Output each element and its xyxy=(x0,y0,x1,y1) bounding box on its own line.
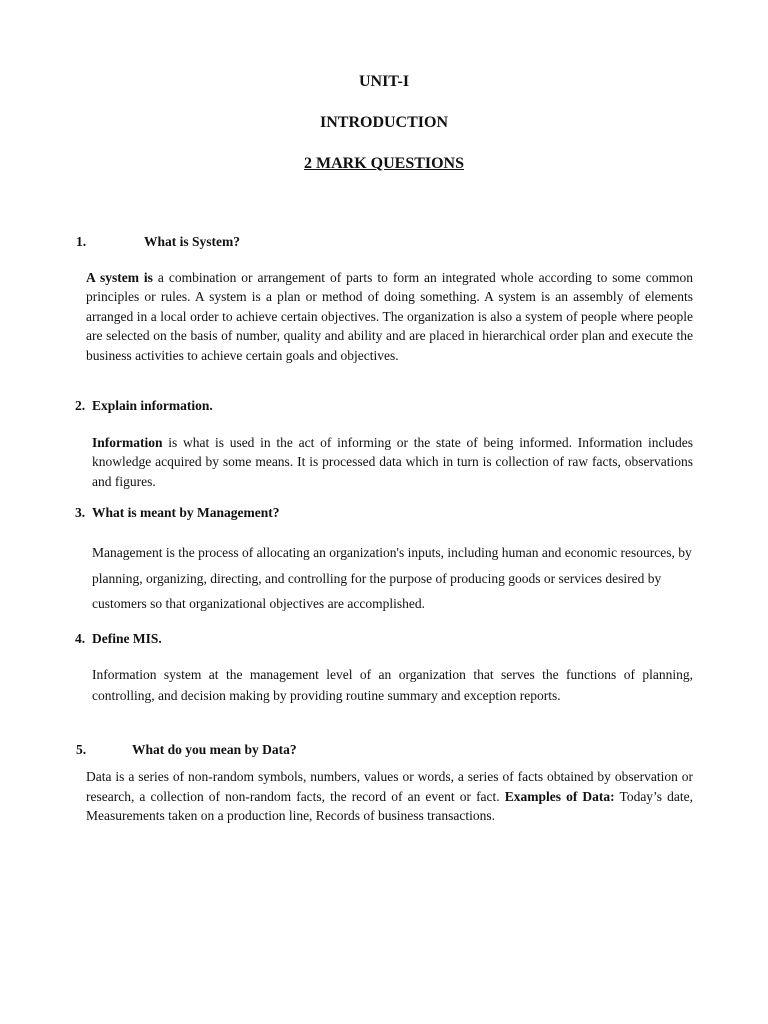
question-2-text: Explain information. xyxy=(92,398,213,413)
question-4-number: 4. xyxy=(75,631,86,646)
question-3-number: 3. xyxy=(75,505,86,520)
answer-2 xyxy=(92,433,693,491)
answer-1-text: a combination or arrangement of parts to form an integrated whole according to some common principles or rules. A system is a plan or method of doing something. A system is an assembly of elements arranged in a local order to achieve certain objectives. The organization is also a system of people where people are selected on the basis of number, quality and ability and are placed in hierarchical order plan and execute the business activities to achieve certain goals and objectives. xyxy=(86,270,693,363)
answer-4: Information system at the management level of an organization that serves the functions of planning, controlling, and decision making by providing routine summary and exception reports. xyxy=(92,667,693,703)
answer-2-lead: Information xyxy=(92,435,163,450)
unit-title: UNIT-I xyxy=(358,73,410,90)
question-1 xyxy=(76,233,240,251)
question-4 xyxy=(75,630,162,648)
question-1-number: 1. xyxy=(76,234,87,249)
section-title: 2 MARK QUESTIONS xyxy=(303,155,465,172)
introduction-title: INTRODUCTION xyxy=(319,114,448,131)
question-3 xyxy=(75,504,280,522)
answer-5 xyxy=(86,767,693,826)
answer-5-tail: Today’s date, Measurements taken on a production line, Records of business transactions. xyxy=(86,788,694,824)
answer-1-lead: A system is xyxy=(86,270,153,285)
answer-1 xyxy=(86,268,693,365)
answer-3: Management is the process of allocating an organization's inputs, including human and economic resources, by planning, organizing, directing, and controlling for the purpose of producing goods or services desired by customers so that organizational objectives are accomplished. xyxy=(92,545,692,611)
answer-5-examples-label: Examples of Data: xyxy=(504,788,615,804)
question-5-text: What do you mean by Data? xyxy=(132,742,297,757)
question-4-text: Define MIS. xyxy=(92,631,162,646)
question-2 xyxy=(75,397,213,415)
question-5 xyxy=(76,741,297,759)
question-1-text: What is System? xyxy=(144,234,241,249)
answer-2-text: is what is used in the act of informing or the state of being informed. Information includes knowledge acquired by some means. It is processed data which in turn is collection of raw facts, observations and figures. xyxy=(92,435,693,489)
question-2-number: 2. xyxy=(75,398,86,413)
question-3-text: What is meant by Management? xyxy=(92,505,280,520)
answer-5-text: Data is a series of non-random symbols, numbers, values or words, a series of facts obtained by observation or research, a collection of non-random facts, the record of an event or fact. xyxy=(86,769,693,804)
question-5-number: 5. xyxy=(76,742,87,757)
